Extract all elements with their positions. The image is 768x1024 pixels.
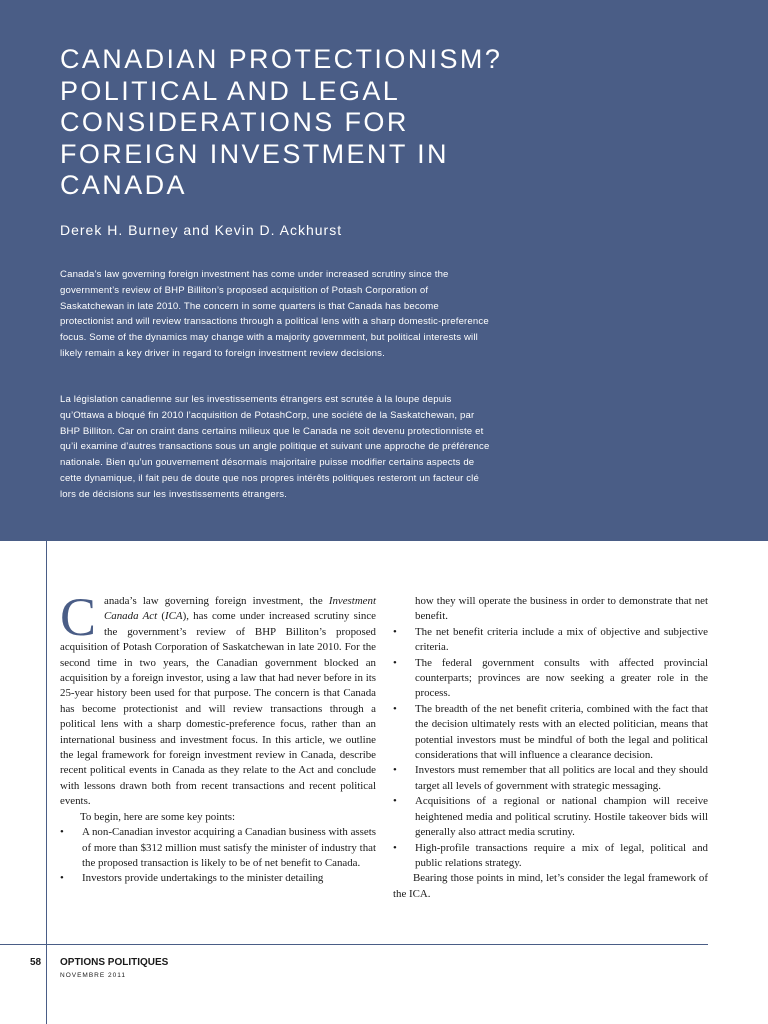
page-number: 58 xyxy=(30,957,42,968)
abstract-english: Canada’s law governing foreign investment has come under increased scrutiny since the government’s review of BHP Billiton’s proposed acquisition of Potash Corporation of Saskatchewan in late 2010. The concern in some quarters is that Canada has become protectionist and will review transactions through a political lens with a sharp domestic-preference focus. Some of the dynamics may change with a majority government, but political interests will likely remain a key driver in regard to foreign investment review decisions. xyxy=(60,269,489,359)
closing-paragraph: Bearing those points in mind, let’s consider the legal framework of the ICA. xyxy=(393,872,708,900)
key-point: • The net benefit criteria include a mix of objective and subjective criteria. xyxy=(393,625,708,656)
article-authors: Derek H. Burney and Kevin D. Ackhurst xyxy=(60,222,343,238)
title-line: CONSIDERATIONS FOR xyxy=(60,107,409,137)
journal-name: OPTIONS POLITIQUES xyxy=(60,957,169,968)
act-name: Investment Canada Act xyxy=(104,595,376,623)
act-paren: ( xyxy=(157,610,166,623)
key-point: • Investors provide undertakings to the minister detailing xyxy=(60,871,376,886)
key-point: • Acquisitions of a regional or national champion will receive heightened media and political scrutiny. Hostile takeover bids will generally also attract media scrutiny. xyxy=(393,794,708,840)
title-line: POLITICAL AND LEGAL xyxy=(60,75,401,106)
key-point: • High-profile transactions require a mix of legal, political and public relations strategy. xyxy=(393,841,708,872)
title-line: FOREIGN INVESTMENT IN xyxy=(60,138,449,169)
title-line: CANADIAN PROTECTIONISM? xyxy=(60,44,503,74)
abstract-french: La législation canadienne sur les investissements étrangers est scrutée à la loupe depuis qu’Ottawa a bloqué fin 2010 l’acquisition de PotashCorp, une société de la Saskatchewan, par BHP Billiton. Car on craint dans certains milieux que le Canada ne soit devenu protectionniste et qu’il examine d’autres transactions sous un angle politique et suivant une approche de préférence nationale. Bien qu’un gouvernement désormais majoritaire puisse modifier certains aspects de cette dynamique, il fait peu de doute que nos propres intérêts politiques resteront un facteur clé lors de décisions sur les investissements étrangers. xyxy=(60,394,490,500)
key-point: • A non-Canadian investor acquiring a Canadian business with assets of more than $312 million must satisfy the minister of industry that the proposed transaction is likely to be of net benefit to Canada. xyxy=(60,825,376,871)
intro-text-rest: ), has come under increased scrutiny since the government’s review of BHP Billiton’s proposed acquisition of Potash Corporation of Saskatchewan in late 2010. For the second time in two years, the Canadian government blocked an acquisition by a foreign investor, using a law that had never before in its 25-year history been used for that purpose. The concern is that Canada has become protectionist and will review transactions through a political lens with a sharp domestic-preference focus, rather than an international business and investment focus. In this article, we outline the legal framework for foreign investment review in Canada, describe recent political events in Canada as they relate to the Act and conclude with lessons drawn both from recent transactions and recent political events. xyxy=(60,610,376,808)
margin-rule xyxy=(46,541,47,1024)
key-point: • The breadth of the net benefit criteria, combined with the fact that the decision ultimately rests with an elected politician, means that potential investors must be mindful of both the legal and political considerations that will influence a clearance decision. xyxy=(393,702,708,764)
key-point-continuation: how they will operate the business in order to demonstrate that net benefit. xyxy=(415,595,708,623)
key-points-list-right xyxy=(393,625,708,872)
key-points-intro: To begin, here are some key points: xyxy=(80,810,235,823)
issue-date: NOVEMBRE 2011 xyxy=(60,972,126,979)
body-column-left xyxy=(60,587,376,887)
intro-text-start: anada’s law governing foreign investment, the xyxy=(104,595,329,607)
footer-rule xyxy=(0,944,708,945)
article-title xyxy=(60,44,700,202)
body-column-right xyxy=(393,594,708,902)
drop-cap: C xyxy=(60,587,97,647)
title-line: CANADA xyxy=(60,170,187,200)
act-abbreviation: ICA xyxy=(165,610,183,623)
key-point: • The federal government consults with affected provincial counterparts; provinces are now seeking a greater role in the process. xyxy=(393,656,708,702)
intro-paragraph xyxy=(60,587,376,810)
key-points-list-left xyxy=(60,825,376,887)
key-point: • Investors must remember that all politics are local and they should target all levels of government with strategic messaging. xyxy=(393,763,708,794)
